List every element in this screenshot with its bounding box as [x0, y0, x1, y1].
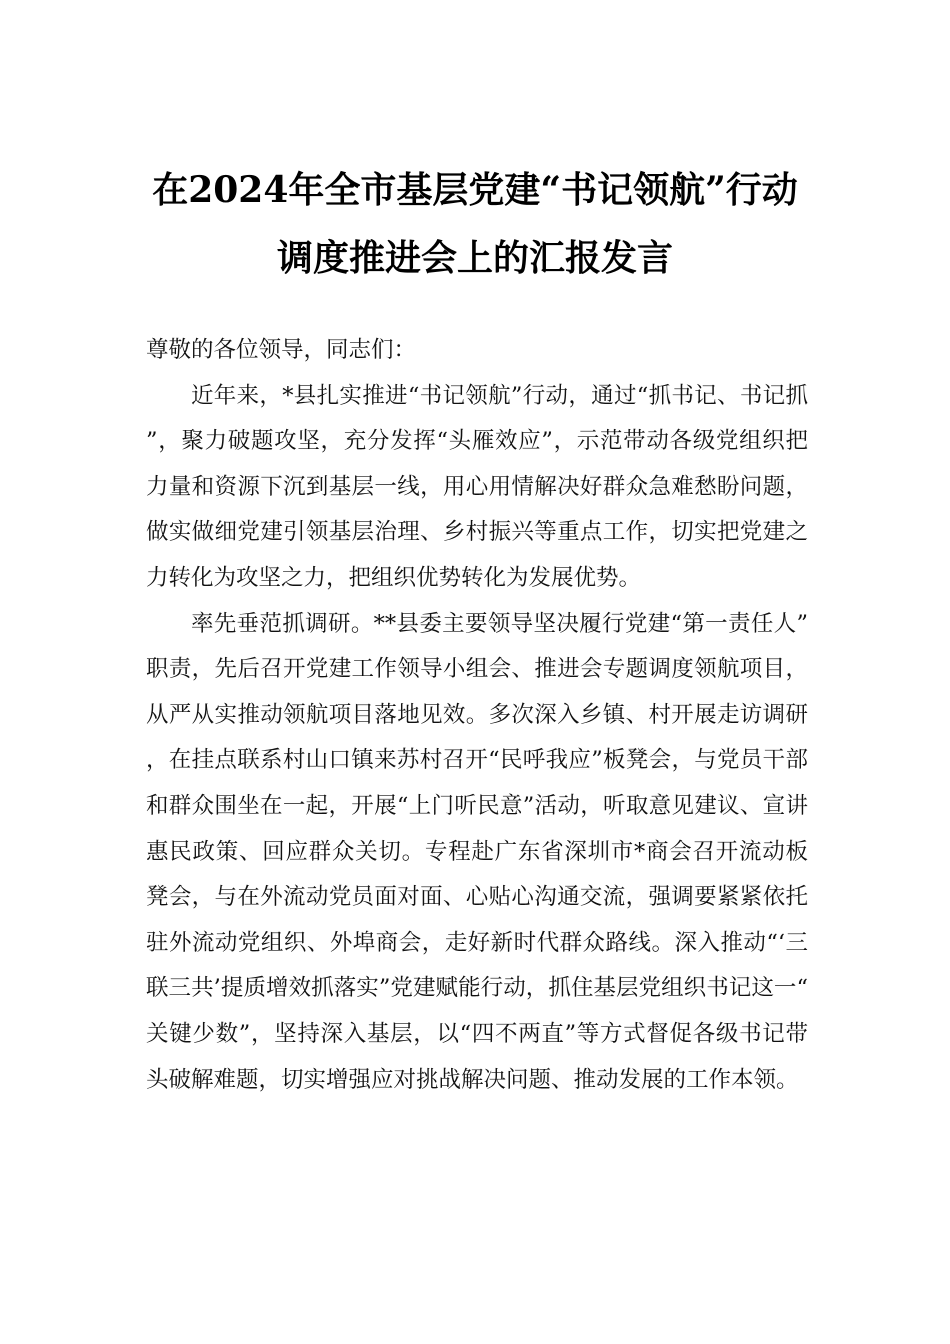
- title-line-1: 在2024年全市基层党建“书记领航”行动: [152, 169, 798, 211]
- document-title: [100, 156, 850, 292]
- document-body: [146, 328, 808, 1103]
- title-line-2: 调度推进会上的汇报发言: [276, 237, 673, 279]
- salutation: 尊敬的各位领导，同志们：: [146, 337, 417, 363]
- paragraph-research: 率先垂范抓调研。**县委主要领导坚决履行党建“第一责任人”职责，先后召开党建工作领导小组会、推进会专题调度领航项目，从严从实推动领航项目落地见效。多次深入乡镇、村开展走访调研，在挂点联系村山口镇来苏村召开“民呼我应”板凳会，与党员干部和群众围坐在一起，开展“上门听民意”活动，听取意见建议、宣讲惠民政策、回应群众关切。专程赴广东省深圳市*商会召开流动板凳会，与在外流动党员面对面、心贴心沟通交流，强调要紧紧依托驻外流动党组织、外埠商会，走好新时代群众路线。深入推动“‘三联三共’提质增效抓落实”党建赋能行动，抓住基层党组织书记这一“关键少数”，坚持深入基层，以“四不两直”等方式督促各级书记带头破解难题，切实增强应对挑战解决问题、推动发展的工作本领。: [146, 610, 808, 1093]
- paragraph-intro: 近年来，*县扎实推进“书记领航”行动，通过“抓书记、书记抓”，聚力破题攻坚，充分发挥“头雁效应”，示范带动各级党组织把力量和资源下沉到基层一线，用心用情解决好群众急难愁盼问题，做实做细党建引领基层治理、乡村振兴等重点工作，切实把党建之力转化为攻坚之力，把组织优势转化为发展优势。: [146, 382, 808, 591]
